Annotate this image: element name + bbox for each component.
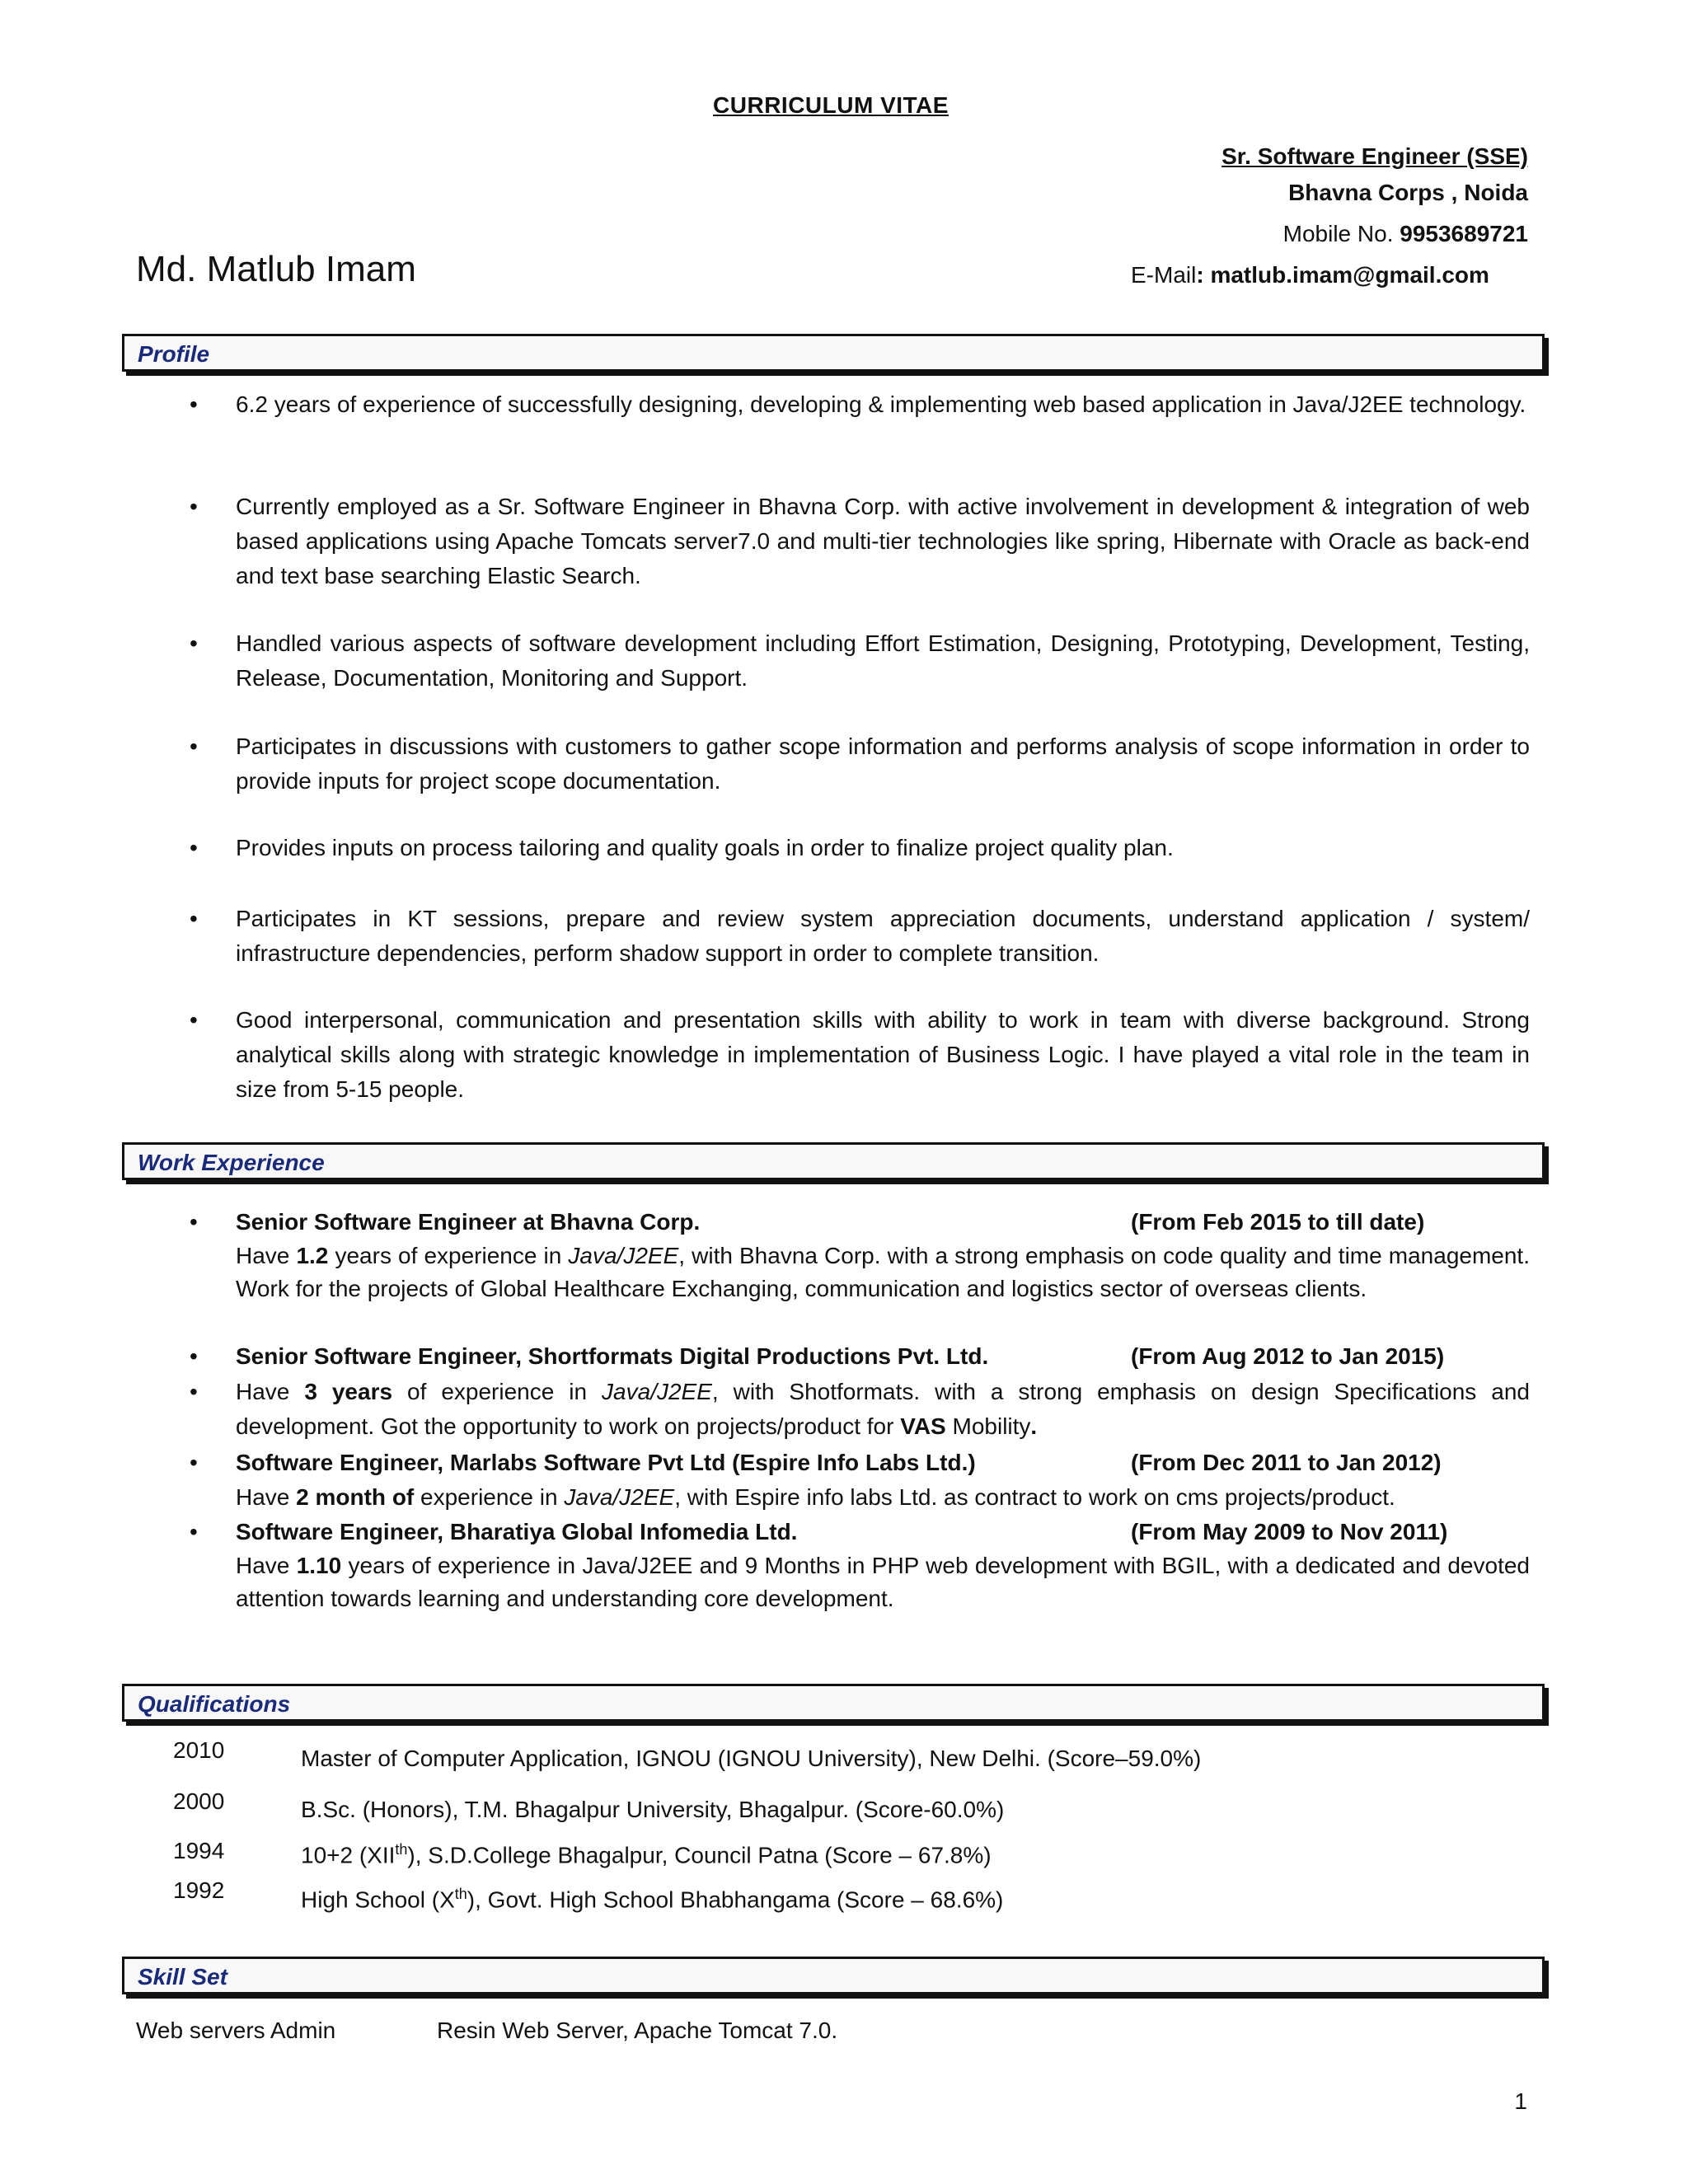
qualification-text: 10+2 (XIIth), S.D.College Bhagalpur, Council Patna (Score – 67.8%) <box>301 1841 992 1868</box>
job-dates: (From Dec 2011 to Jan 2012) <box>1131 1450 1442 1475</box>
profile-text: Participates in KT sessions, prepare and review system appreciation documents, understand application / system/ infrastructure dependencies, perform shadow support in order to complete transition. <box>236 906 1530 966</box>
work-item <box>190 1515 1530 1615</box>
job-description: Have 2 month of experience in Java/J2EE, with Espire info labs Ltd. as contract to work on cms projects/product. <box>236 1484 1395 1510</box>
qualification-text: High School (Xth), Govt. High School Bhabhangama (Score – 68.6%) <box>301 1886 1004 1913</box>
mobile-label: Mobile No. <box>1282 221 1400 246</box>
bullet-icon: • <box>190 1209 198 1235</box>
profile-text: Good interpersonal, communication and presentation skills with ability to work in team with diverse background. Strong analytical skills along with strategic knowledge in implementation of Business Logic. I have played a vital role in the team in size from 5-15 people. <box>236 1007 1530 1102</box>
job-dates: (From Aug 2012 to Jan 2015) <box>1131 1343 1445 1369</box>
candidate-name: Md. Matlub Imam <box>136 249 416 289</box>
qualification-text: B.Sc. (Honors), T.M. Bhagalpur University, Bhagalpur. (Score-60.0%) <box>301 1797 1005 1822</box>
mobile-number: 9953689721 <box>1400 221 1528 246</box>
job-title: Software Engineer, Bharatiya Global Infomedia Ltd. <box>236 1519 798 1544</box>
email-address: : matlub.imam@gmail.com <box>1196 262 1489 288</box>
profile-text: Handled various aspects of software development including Effort Estimation, Designing, Prototyping, Development, Testing, Release, Documentation, Monitoring and Support. <box>236 630 1530 691</box>
bullet-icon: • <box>190 494 198 519</box>
qualification-year: 2010 <box>173 1737 225 1763</box>
profile-item <box>190 902 1530 971</box>
job-title: Senior Software Engineer, Shortformats Digital Productions Pvt. Ltd. <box>236 1343 989 1369</box>
page-number: 1 <box>1514 2088 1527 2114</box>
qualification-year: 1992 <box>173 1877 225 1903</box>
profile-text: Currently employed as a Sr. Software Engineer in Bhavna Corp. with active involvement in development & integration of web based applications using Apache Tomcats server7.0 and multi-tier technologies like spring, Hibernate with Oracle as back-end and text base searching Elastic Search. <box>236 494 1530 588</box>
bullet-icon: • <box>190 733 198 759</box>
qualification-year: 2000 <box>173 1788 225 1814</box>
section-title: Profile <box>138 341 210 367</box>
bullet-icon: • <box>190 1343 198 1369</box>
job-title: Senior Software Engineer at Bhavna Corp. <box>236 1209 701 1235</box>
job-description: Have 3 years of experience in Java/J2EE, with Shotformats. with a strong emphasis on design Specifications and development. Got the opportunity to work on projects/product for VAS Mobility. <box>236 1379 1530 1439</box>
skill-value: Resin Web Server, Apache Tomcat 7.0. <box>437 2018 838 2043</box>
profile-item <box>190 1003 1530 1107</box>
bullet-icon: • <box>190 1450 198 1475</box>
document-title: CURRICULUM VITAE <box>713 92 949 118</box>
section-qualifications <box>122 1684 1545 1722</box>
work-item <box>190 1446 1530 1515</box>
profile-text: Provides inputs on process tailoring and quality goals in order to finalize project quality plan. <box>236 835 1174 860</box>
skill-label: Web servers Admin <box>136 2018 336 2043</box>
profile-item <box>190 729 1530 799</box>
profile-text: 6.2 years of experience of successfully designing, developing & implementing web based application in Java/J2EE technology. <box>236 391 1526 417</box>
section-work-experience <box>122 1142 1545 1180</box>
work-item <box>190 1375 1530 1444</box>
qualification-year: 1994 <box>173 1838 225 1863</box>
profile-item <box>190 626 1530 696</box>
company: Bhavna Corps , Noida <box>1288 180 1528 205</box>
bullet-icon: • <box>190 1379 198 1404</box>
designation: Sr. Software Engineer (SSE) <box>1221 143 1528 169</box>
bullet-icon: • <box>190 835 198 860</box>
bullet-icon: • <box>190 630 198 656</box>
work-item <box>190 1339 1530 1374</box>
email-label: E-Mail <box>1131 262 1197 288</box>
job-description: Have 1.2 years of experience in Java/J2EE, with Bhavna Corp. with a strong emphasis on code quality and time management. Work for the projects of Global Healthcare Exchanging, communication and logistics sector of overseas clients. <box>236 1243 1530 1301</box>
bullet-icon: • <box>190 1007 198 1033</box>
email-line <box>1131 262 1489 288</box>
job-description: Have 1.10 years of experience in Java/J2EE and 9 Months in PHP web development with BGIL, with a dedicated and devoted attention towards learning and understanding core development. <box>236 1553 1530 1611</box>
profile-item <box>190 490 1530 593</box>
section-title: Work Experience <box>138 1150 325 1175</box>
profile-item <box>190 831 1530 865</box>
qualification-text: Master of Computer Application, IGNOU (IGNOU University), New Delhi. (Score–59.0%) <box>301 1746 1202 1771</box>
work-item <box>190 1205 1530 1305</box>
profile-text: Participates in discussions with customers to gather scope information and performs analysis of scope information in order to provide inputs for project scope documentation. <box>236 733 1530 794</box>
mobile-line <box>1283 221 1528 247</box>
job-dates: (From May 2009 to Nov 2011) <box>1131 1519 1448 1544</box>
section-profile <box>122 334 1545 372</box>
section-title: Qualifications <box>138 1691 291 1717</box>
section-skill-set <box>122 1957 1545 1994</box>
job-dates: (From Feb 2015 to till date) <box>1131 1209 1425 1235</box>
bullet-icon: • <box>190 906 198 931</box>
bullet-icon: • <box>190 1519 198 1544</box>
profile-item <box>190 387 1530 422</box>
section-title: Skill Set <box>138 1964 227 1990</box>
bullet-icon: • <box>190 391 198 417</box>
job-title: Software Engineer, Marlabs Software Pvt Ltd (Espire Info Labs Ltd.) <box>236 1450 976 1475</box>
